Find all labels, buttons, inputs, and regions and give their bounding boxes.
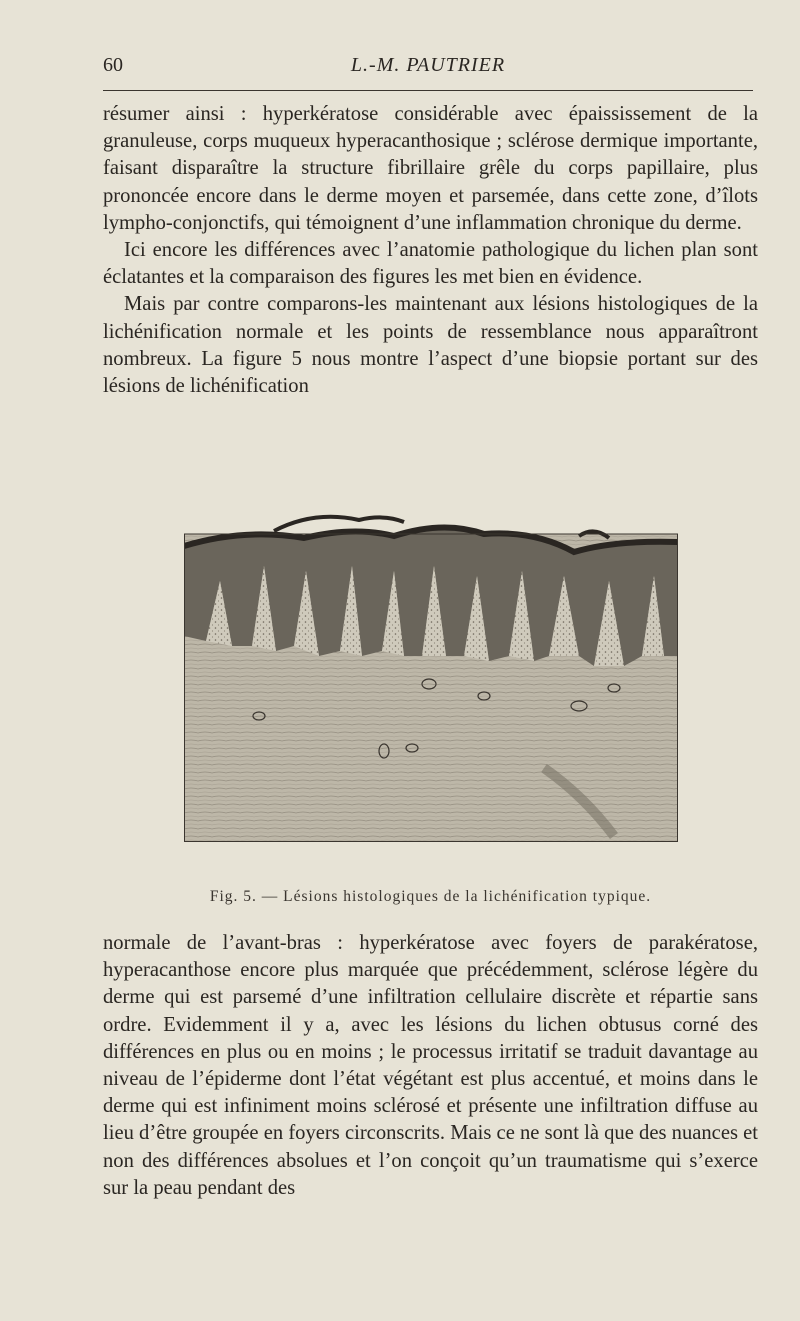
figure-caption: Fig. 5. — Lésions histologiques de la lichénification typique.: [209, 888, 652, 905]
body-text-top: [103, 101, 758, 400]
header-rule: [103, 90, 753, 91]
histology-illustration: [184, 506, 678, 842]
paragraph-continuation: résumer ainsi : hyperkératose considérable avec épaississement de la granuleuse, corps muqueux hyperacanthosique ; sclérose dermique importante, faisant disparaître la structure fibrillaire grêle du corps papillaire, plus prononcée encore dans le derme moyen et parsemée, dans cette zone, d’îlots lympho-conjonctifs, qui témoignent d’une inflammation chronique du derme.: [103, 103, 758, 234]
histology-figure: [184, 506, 678, 842]
keratin-flake: [274, 517, 404, 531]
body-text-bottom: [103, 930, 758, 1202]
paragraph-continuation: normale de l’avant-bras : hyperkératose avec foyers de parakératose, hyperacanthose encore plus marquée que précédemment, sclérose légère du derme qui est parsemé d’une infiltration cellulaire discrète et répartie sans ordre. Evidemment il y a, avec les lésions du lichen obtusus corné des différences en plus ou en moins ; le processus irritatif se traduit davantage au niveau de l’épiderme dont l’état végétant est plus accentué, et moins dans le derme qui est infiniment moins sclérosé et présente une infiltration diffuse au lieu d’être groupée en foyers circonscrits. Mais ce ne sont là que des nuances et non des différences absolues et l’on conçoit qu’un traumatisme qui s’exerce sur la peau pendant des: [103, 932, 758, 1199]
paragraph: Ici encore les différences avec l’anatomie pathologique du lichen plan sont éclatantes et la comparaison des figures les met bien en évidence.: [103, 239, 758, 289]
paragraph: Mais par contre comparons-les maintenant aux lésions histologiques de la lichénification normale et les points de ressemblance nous apparaîtront nombreux. La figure 5 nous montre l’aspect d’une biopsie portant sur des lésions de lichénification: [103, 293, 758, 398]
page-number: 60: [103, 54, 123, 76]
running-title: L.-M. PAUTRIER: [350, 54, 506, 76]
page-header: [103, 52, 753, 82]
